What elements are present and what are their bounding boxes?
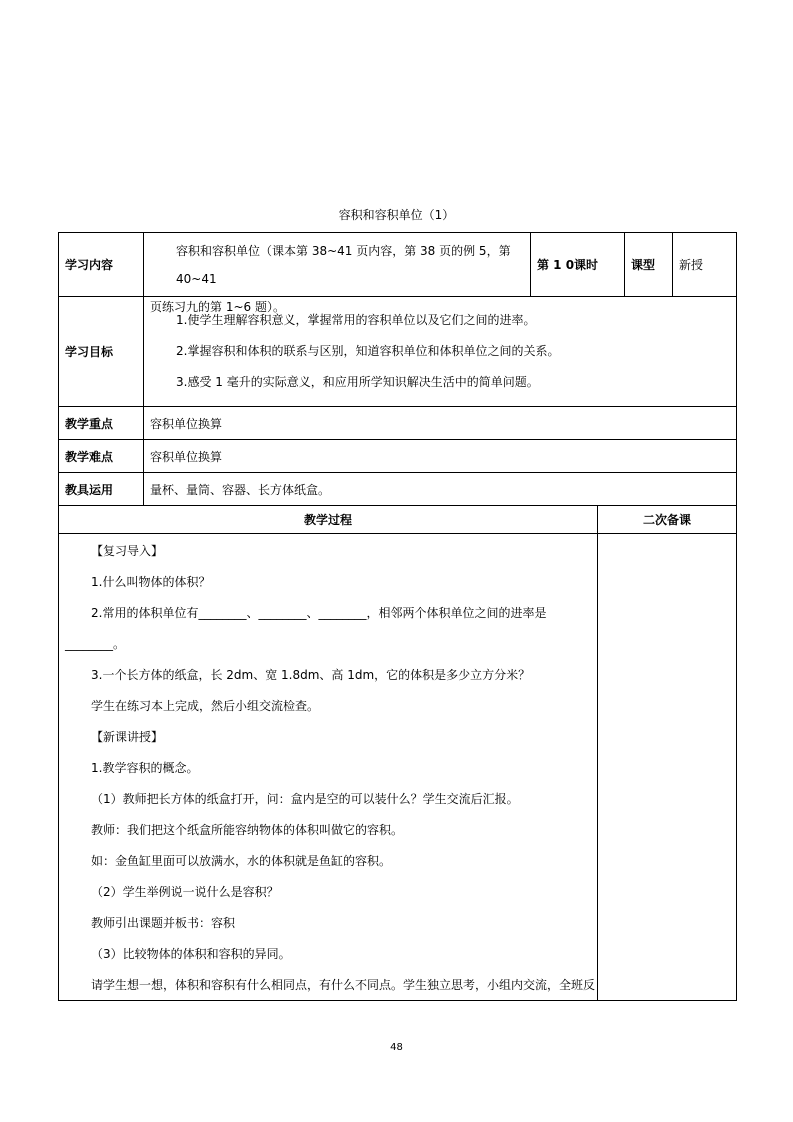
page-number: 48 [390,1042,403,1053]
row-process-header [59,506,736,534]
row-content [59,233,736,314]
process-line: 【新课讲授】 [91,730,164,744]
content-text [144,233,531,314]
objective-item: 1.使学生理解容积意义，掌握常用的容积单位以及它们之间的进率。 [176,313,536,327]
notes-header: 二次备课 [642,513,691,527]
lesson-number: 第 1 0课时 [531,233,625,296]
process-line: （2）学生举例说一说什么是容积？ [91,885,279,899]
content-line-2: 页练习九的第 1~6 题）。 [150,300,285,314]
process-line: 学生在练习本上完成，然后小组交流检查。 [91,699,320,713]
label-content: 学习内容 [59,233,144,296]
label-objectives: 学习目标 [59,297,144,406]
process-line: 3.一个长方体的纸盒，长 2dm、宽 1.8dm、高 1dm，它的体积是多少立方分米？ [91,668,531,682]
process-line: 请学生想一想，体积和容积有什么相同点，有什么不同点。学生独立思考，小组内交流，全班反 [91,978,596,992]
row-difficulties [59,440,736,473]
process-line: 2.常用的体积单位有________、________、________，相邻两个体积单位之间的进率是 [91,606,547,620]
label-key-points: 教学重点 [59,407,144,439]
process-line: 教师：我们把这个纸盒所能容纳物体的体积叫做它的容积。 [91,823,404,837]
process-body [59,534,598,1000]
objective-item: 2.掌握容积和体积的联系与区别，知道容积单位和体积单位之间的关系。 [176,344,560,358]
difficulties-value: 容积单位换算 [150,449,223,464]
process-line: 如：金鱼缸里面可以放满水，水的体积就是鱼缸的容积。 [91,854,392,868]
content-line-1: 容积和容积单位（课本第 38~41 页内容，第 38 页的例 5，第 40~41 [176,244,511,286]
row-teaching-aids [59,473,736,506]
process-line: 1.教学容积的概念。 [91,761,199,775]
process-line: 【复习导入】 [91,544,164,558]
type-label: 课型 [625,233,673,296]
objective-item: 3.感受 1 毫升的实际意义，和应用所学知识解决生活中的简单问题。 [176,375,539,389]
type-value: 新授 [679,258,704,272]
objectives-list [144,297,736,406]
notes-body [598,534,736,1000]
process-line: ________。 [65,637,126,651]
process-line: 1.什么叫物体的体积？ [91,575,211,589]
row-objectives [59,297,736,407]
key-points-value: 容积单位换算 [150,416,223,431]
label-difficulties: 教学难点 [59,440,144,472]
label-teaching-aids: 教具运用 [59,473,144,505]
row-process-body [59,534,736,1000]
process-header: 教学过程 [59,506,598,533]
process-line: （1）教师把长方体的纸盒打开，问：盒内是空的可以装什么？学生交流后汇报。 [91,792,519,806]
document-title: 容积和容积单位（1） [338,208,455,222]
process-line: 教师引出课题并板书：容积 [91,916,236,930]
row-key-points [59,407,736,440]
teaching-aids-value: 量杯、量筒、容器、长方体纸盒。 [150,482,331,497]
lesson-plan-table [58,232,737,1001]
process-line: （3）比较物体的体积和容积的异同。 [91,947,291,961]
